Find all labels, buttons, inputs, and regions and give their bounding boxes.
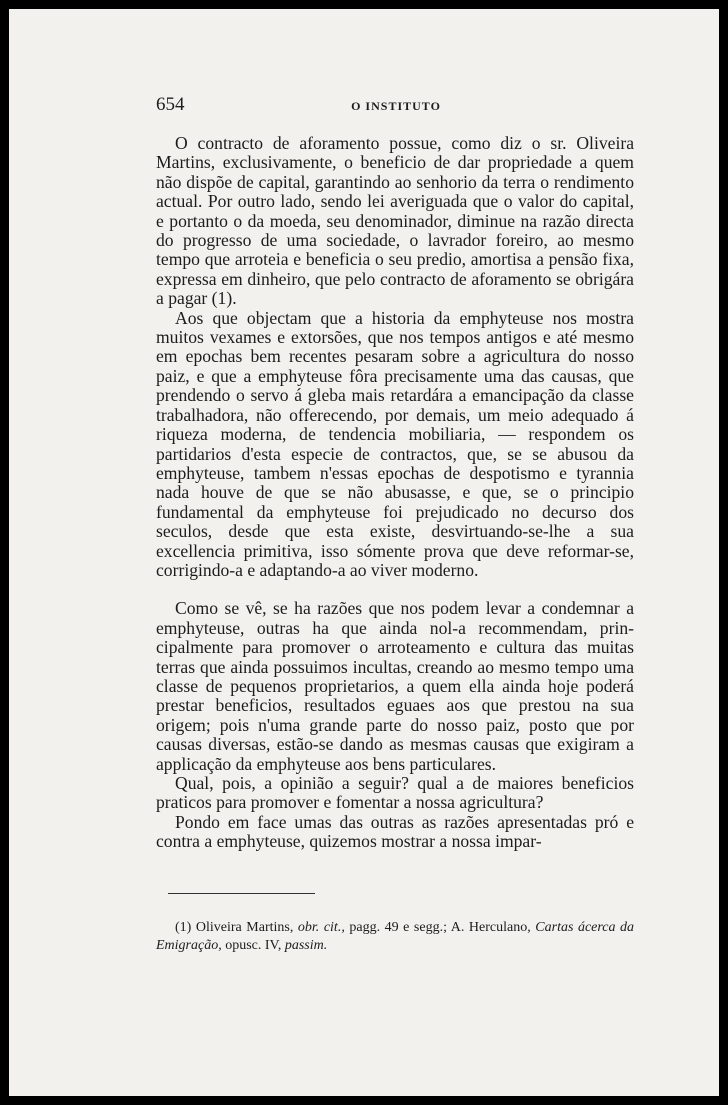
footnote-marker: (1) xyxy=(175,920,192,935)
footnote-title: Cartas ácerca da Emigração, xyxy=(156,920,635,953)
footnote-passim: passim. xyxy=(284,938,328,953)
footnote-pages: pagg. 49 e segg.; xyxy=(349,920,447,935)
paragraph: Pondo em face umas das outras as razões apresentadas pró e contra a emphyteuse, quizemos mostrar a nossa impar- xyxy=(156,811,634,852)
footnote-author: A. Herculano, xyxy=(450,920,531,935)
body-text xyxy=(156,134,634,852)
footnote-author: Oliveira Martins, xyxy=(195,920,294,935)
footnote-volume: opusc. IV, xyxy=(225,938,282,953)
paragraph: Qual, pois, a opinião a seguir? qual a de maiores beneficios praticos para promover e fomentar a nossa agricultura? xyxy=(156,773,634,813)
paragraph: Aos que objectam que a historia da emphyteuse nos mostra muitos vexames e extorsões, que nos tempos antigos e até mesmo em epochas bem recentes pesaram sobre a agricultura do nosso paiz, e que a emphyteuse fôra precisamente uma das causas, que prendendo o servo á gleba mais retardára a emancipação da classe trabalhadora, não offerecendo, por demais, um meio adequado á riqueza moderna, de tendencia mobiliaria, — respondem os partidarios d'esta especie de contractos, que, se se abusou da emphyteuse, tambem n'essas epochas de despotismo e tyrannia nada houve de que se não abusasse, e que, se o principio fundamental da emphyteuse foi prejudicado no decurso dos seculos, desde que esta existe, desvirtuando-se-lhe a sua excellencia primitiva, isso sómente prova que deve reformar-se, corrigindo-a e adaptando-a ao viver moderno. xyxy=(156,307,634,580)
footnote-divider xyxy=(168,893,315,894)
running-title: O INSTITUTO xyxy=(351,99,441,113)
paragraph: Como se vê, se ha razões que nos podem levar a condemnar a emphyteuse, outras ha que ainda nol-a recommendam, principalmente para promover o arroteamento e cultura das muitas terras que ainda possuimos incultas, creando ao mesmo tempo uma classe de pequenos proprietarios, a quem ella ainda hoje poderá prestar beneficios, resultados eguaes aos que prestou na sua origem; pois n'uma grande parte do nosso paiz, posto que por causas diversas, estão-se dando as mesmas causas que exigiram a applicação da emphyteuse aos bens particulares. xyxy=(156,598,634,774)
footnote xyxy=(156,919,634,955)
footnote-reference: obr. cit., xyxy=(297,920,345,935)
page-number: 654 xyxy=(156,94,185,115)
paragraph: O contracto de aforamento possue, como diz o sr. Oliveira Martins, exclusivamente, o beneficio de dar propriedade a quem não dispõe de capital, garantindo ao senhorio da terra o rendimento actual. Por outro lado, sendo lei averiguada que o valor do capital, e portanto o da moeda, seu denominador, diminue na razão directa do progresso de uma sociedade, o lavrador foreiro, ao mesmo tempo que arroteia e beneficia o seu predio, amortisa a pensão fixa, expressa em dinheiro, que pelo contracto de aforamento se obrigára a pagar (1). xyxy=(156,133,634,309)
document-page xyxy=(9,9,719,1096)
page-header xyxy=(156,94,636,118)
